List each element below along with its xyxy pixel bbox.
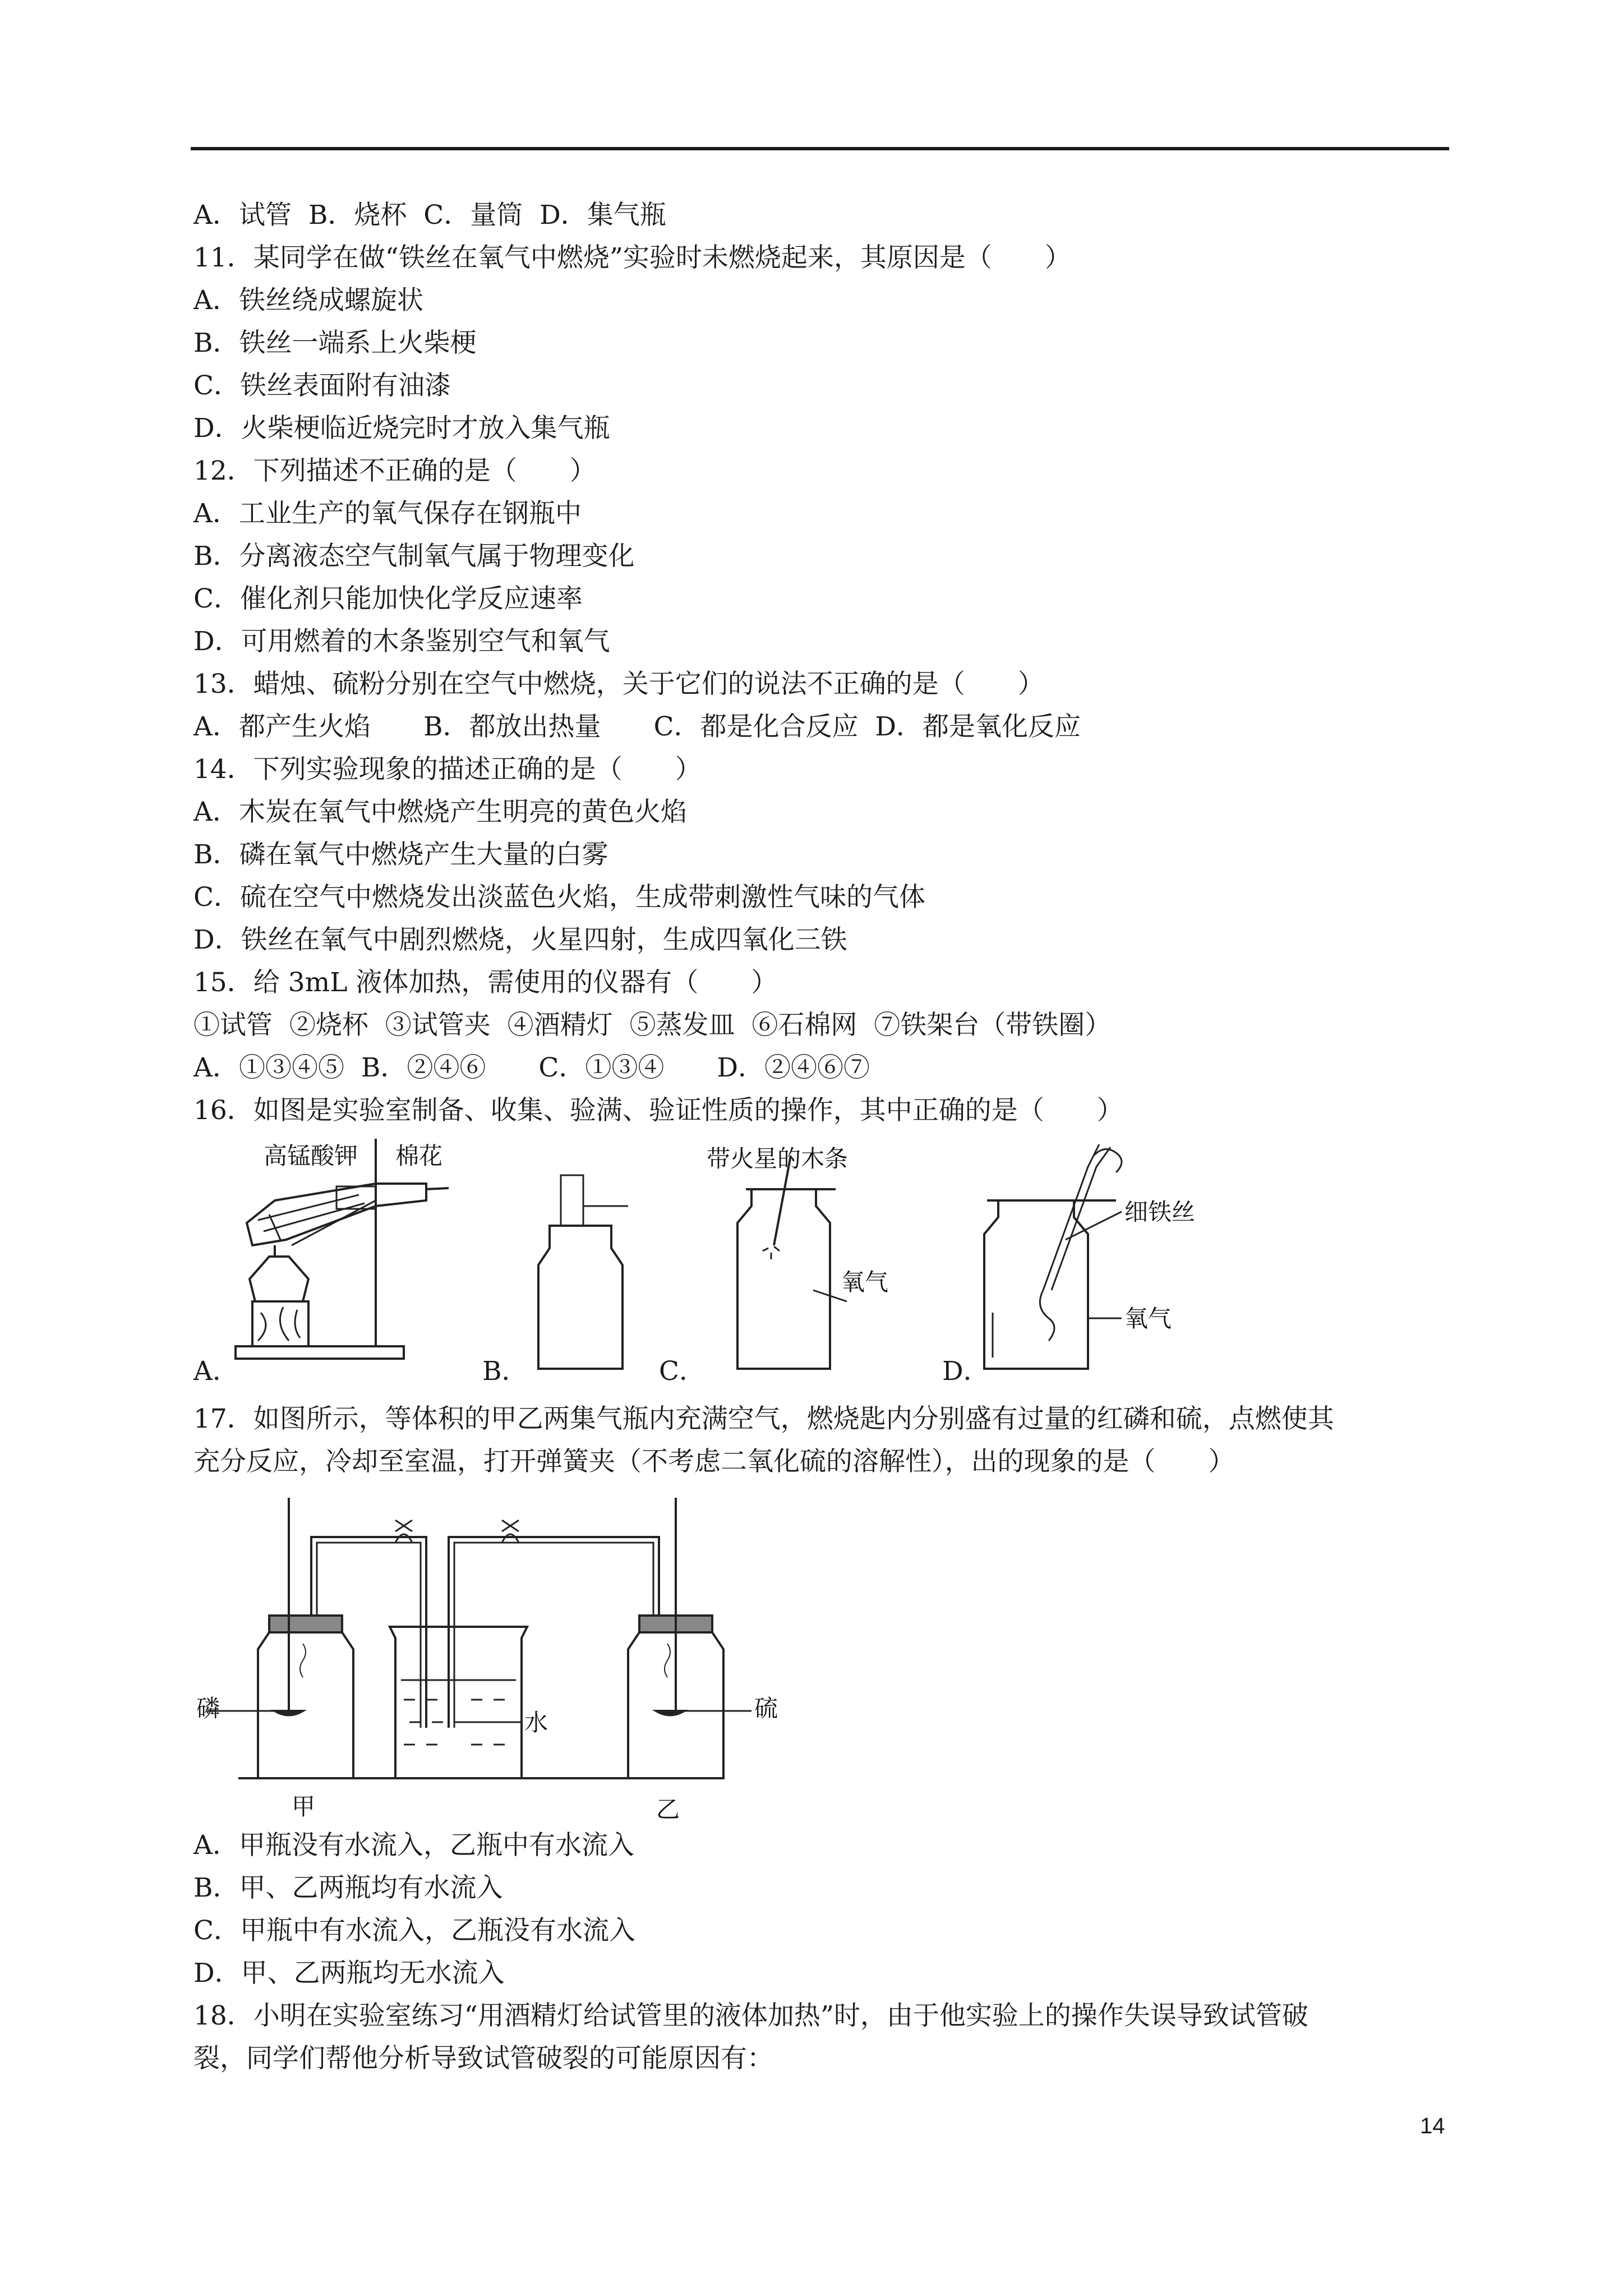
text-line: B．分离液态空气制氧气属于物理变化 [193, 541, 635, 572]
q17-label-yi: 乙 [656, 1796, 680, 1823]
text-line: D．可用燃着的木条鉴别空气和氧气 [193, 626, 610, 657]
question-18: 18．小明在实验室练习“用酒精灯给试管里的液体加热”时，由于他实验上的操作失误导致试管破 [193, 2000, 1308, 2031]
text-line: 充分反应，冷却至室温，打开弹簧夹（不考虑二氧化硫的溶解性），出的现象的是（ ） [193, 1446, 1235, 1477]
text-line: A．铁丝绕成螺旋状 [193, 285, 423, 316]
q16-label-oxygen-c: 氧气 [841, 1268, 889, 1296]
q17-label-phosphorus: 磷 [196, 1695, 220, 1722]
text-line: ①试管 ②烧杯 ③试管夹 ④酒精灯 ⑤蒸发皿 ⑥石棉网 ⑦铁架台（带铁圈） [193, 1010, 1112, 1041]
question-17: 17．如图所示，等体积的甲乙两集气瓶内充满空气，燃烧匙内分别盛有过量的红磷和硫，点燃使其 [193, 1404, 1334, 1434]
question-14: 14．下列实验现象的描述正确的是（ ） [193, 754, 702, 785]
text-line: A．试管 B．烧杯 C．量筒 D．集气瓶 [193, 200, 666, 231]
q16-option-a: A． [193, 1356, 239, 1387]
text-line: 裂，同学们帮他分析导致试管破裂的可能原因有： [193, 2043, 773, 2074]
page-number: 14 [1420, 2114, 1445, 2138]
q16-option-b: B． [482, 1356, 528, 1387]
q16-label-kmno4: 高锰酸钾 [264, 1142, 358, 1170]
q16-option-c: C． [659, 1356, 706, 1387]
text-line: A．甲瓶没有水流入，乙瓶中有水流入 [193, 1830, 634, 1861]
question-15: 15．给 3mL 液体加热，需使用的仪器有（ ） [193, 967, 778, 998]
q17-label-sulfur: 硫 [754, 1695, 778, 1722]
text-line: B．磷在氧气中燃烧产生大量的白雾 [193, 839, 608, 870]
text-line: B．甲、乙两瓶均有水流入 [193, 1872, 503, 1903]
text-line: C．硫在空气中燃烧发出淡蓝色火焰，生成带刺激性气味的气体 [193, 882, 925, 913]
text-line: A．①③④⑤ B．②④⑥ C．①③④ D．②④⑥⑦ [193, 1052, 870, 1083]
text-line: C．甲瓶中有水流入，乙瓶没有水流入 [193, 1915, 635, 1946]
q17-figure [191, 1487, 819, 1823]
question-13: 13．蜡烛、硫粉分别在空气中燃烧，关于它们的说法不正确的是（ ） [193, 669, 1044, 700]
q16-figure [191, 1133, 1256, 1391]
text-line: A．木炭在氧气中燃烧产生明亮的黄色火焰 [193, 797, 687, 827]
q17-label-water: 水 [524, 1709, 548, 1736]
q17-label-jia: 甲 [292, 1793, 316, 1820]
q16-label-cotton: 棉花 [395, 1142, 443, 1170]
text-line: D．铁丝在氧气中剧烈燃烧，火星四射，生成四氧化三铁 [193, 924, 847, 955]
text-line: C．催化剂只能加快化学反应速率 [193, 583, 583, 614]
text-line: A．工业生产的氧气保存在钢瓶中 [193, 498, 582, 529]
question-12: 12．下列描述不正确的是（ ） [193, 455, 596, 486]
text-line: B．铁丝一端系上火柴梗 [193, 328, 477, 358]
text-line: D．甲、乙两瓶均无水流入 [193, 1958, 505, 1989]
text-line: D．火柴梗临近烧完时才放入集气瓶 [193, 413, 610, 444]
q16-label-splint: 带火星的木条 [707, 1145, 849, 1172]
question-16: 16．如图是实验室制备、收集、验满、验证性质的操作，其中正确的是（ ） [193, 1095, 1123, 1126]
header-rule [191, 147, 1449, 150]
q16-label-wire: 细铁丝 [1124, 1198, 1196, 1226]
q16-label-oxygen-d: 氧气 [1124, 1305, 1172, 1332]
question-11: 11．某同学在做“铁丝在氧气中燃烧”实验时未燃烧起来，其原因是（ ） [193, 242, 1071, 273]
q16-option-d: D． [942, 1356, 990, 1387]
text-line: C．铁丝表面附有油漆 [193, 370, 451, 401]
text-line: A．都产生火焰 B．都放出热量 C．都是化合反应 D．都是氧化反应 [193, 711, 1081, 742]
